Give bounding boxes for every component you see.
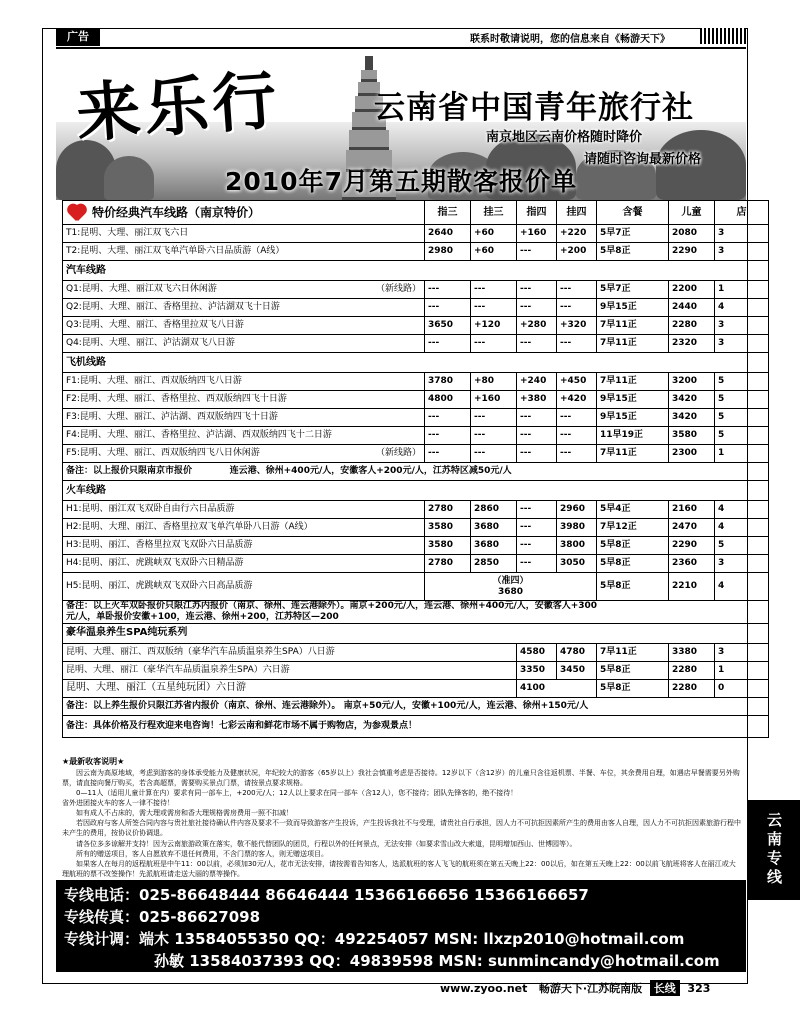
booking-notes (62, 756, 742, 879)
route-name: F2:昆明、大理、丽江、香格里拉、西双版纳四飞十日游 (63, 391, 425, 409)
cell: 3 (715, 225, 769, 243)
cell: 2470 (669, 519, 715, 537)
fax-value: 025-86627098 (139, 908, 261, 926)
cell: --- (471, 409, 517, 427)
header-col: 店 (715, 201, 769, 225)
cell: --- (557, 409, 597, 427)
cell: --- (557, 445, 597, 463)
section-title: 火车线路 (63, 481, 769, 501)
cell: +220 (557, 225, 597, 243)
cell: 2160 (669, 501, 715, 519)
table-row (63, 501, 769, 519)
cell: +240 (517, 373, 557, 391)
note-text: 备注：具体价格及行程欢迎来电咨询！七彩云南和鲜花市场不属于购物店，为参观景点！ (63, 715, 769, 737)
cell: 4580 (517, 643, 557, 661)
brand-logo: 来乐行 (74, 62, 283, 153)
cell: 2980 (425, 243, 471, 261)
note-row (63, 697, 769, 715)
header-col: 指四 (517, 201, 557, 225)
cell: +450 (557, 373, 597, 391)
cell: 4 (715, 501, 769, 519)
cell: 2290 (669, 537, 715, 555)
header-col: 挂四 (557, 201, 597, 225)
category-badge: 长线 (650, 980, 680, 996)
cell: 2960 (557, 501, 597, 519)
phone-row (64, 884, 589, 905)
section-row (63, 353, 769, 373)
note-text: 备注：以上报价只限南京市报价 连云港、徐州+400元/人，安徽客人+200元/人，江苏特区减50元/人 (63, 463, 769, 481)
section-title: 飞机线路 (63, 353, 769, 373)
cell: 2780 (425, 501, 471, 519)
cell: --- (425, 409, 471, 427)
cell: 4 (715, 573, 769, 601)
cell: 4 (715, 299, 769, 317)
note-line: 所有的赠送项目，客人自愿放弃不退任何费用，不含门票的客人，则无赠送项目。 (76, 849, 328, 858)
cell: 5 (715, 409, 769, 427)
cell: 3680 (471, 519, 517, 537)
cell: 11早19正 (597, 427, 669, 445)
cell: 5早7正 (597, 281, 669, 299)
cell: --- (425, 299, 471, 317)
table-row (63, 679, 769, 697)
notes-title: ★最新收客说明★ (62, 757, 125, 766)
table-row (63, 409, 769, 427)
cell: --- (471, 299, 517, 317)
consult-row (154, 950, 720, 971)
cell: --- (517, 537, 557, 555)
cell: 3980 (557, 519, 597, 537)
cell: 3580 (669, 427, 715, 445)
cell: 3200 (669, 373, 715, 391)
cell: --- (557, 335, 597, 353)
cell: --- (517, 555, 557, 573)
table-row (63, 573, 769, 601)
note-text: 备注：以上养生报价只限江苏省内报价（南京、徐州、连云港除外）。 南京+50元/人，安徽+100元/人，连云港、徐州+150元/人 (63, 697, 769, 715)
cell: 7早11正 (597, 335, 669, 353)
header-col: 指三 (425, 201, 471, 225)
phone-value: 025-86648444 86646444 15366166656 15366166657 (139, 886, 589, 904)
cell: 3580 (425, 519, 471, 537)
table-header-row (63, 201, 769, 225)
cell: --- (425, 427, 471, 445)
cell: 2280 (669, 317, 715, 335)
fax-label: 专线传真： (64, 908, 140, 926)
table-row (63, 335, 769, 353)
cell: 3420 (669, 409, 715, 427)
cell: 9早15正 (597, 409, 669, 427)
cell: 4 (715, 519, 769, 537)
section-row (63, 481, 769, 501)
fax-row (64, 906, 260, 927)
cell: 3450 (557, 661, 597, 679)
cell: --- (517, 281, 557, 299)
cell: 2640 (425, 225, 471, 243)
cell: 3650 (425, 317, 471, 335)
site-url: www.zyoo.net (440, 982, 528, 995)
cell: +60 (471, 225, 517, 243)
note-line: 如果客人在每月的返程航班是中午11：00以前，必须加30元/人，花市无法安排，请按需看告知客人，选派航班的客人飞飞的航班须在第五天晚上22：00以后，如在第五天晚上22：00以前飞航班将客人在丽江或大理航班的票不改签操作！先派航班请走送大丽的票等操作。 (62, 859, 736, 878)
top-slogan: 联系时敬请说明，您的信息来自《畅游天下》 (470, 34, 670, 45)
header-col: 挂三 (471, 201, 517, 225)
route-name: T2:昆明、大理、丽江双飞单汽单卧六日品质游（A线） (63, 243, 425, 261)
section-row (63, 261, 769, 281)
cell: 7早11正 (597, 445, 669, 463)
cell: 2280 (669, 661, 715, 679)
cell: 1 (715, 445, 769, 463)
new-route-tag: （新线路） (375, 448, 421, 459)
header-col: 含餐 (597, 201, 669, 225)
cell: 3680 (471, 537, 517, 555)
heart-icon (66, 205, 88, 221)
cell: 5 (715, 427, 769, 445)
cell: 2780 (425, 555, 471, 573)
header-col: 儿童 (669, 201, 715, 225)
cell: --- (517, 335, 557, 353)
cell: 2320 (669, 335, 715, 353)
route-name: F5:昆明、大理、丽江、西双版纳四飞八日休闲游 （新线路） (63, 445, 425, 463)
section-row (63, 623, 769, 643)
cell: 2200 (669, 281, 715, 299)
route-name: H3:昆明、丽江、香格里拉双飞双卧六日品质游 (63, 537, 425, 555)
merged-cell: （准四） 3680 (425, 573, 597, 601)
section-title: 汽车线路 (63, 261, 769, 281)
consult-label: 专线计调： (64, 930, 140, 948)
cell: --- (425, 445, 471, 463)
cell: +280 (517, 317, 557, 335)
cell: --- (425, 335, 471, 353)
cell: 2300 (669, 445, 715, 463)
note-row (63, 463, 769, 481)
note-line: 0—11人（适用儿童计算在内）要求有同一部车上，+200元/人；12人以上要求在同一部车（含12人），您不接待；团队先锋客的，绝不接待！ (76, 788, 518, 797)
table-row (63, 317, 769, 335)
cell: 4100 (517, 679, 597, 697)
cell: 7早11正 (597, 643, 669, 661)
route-name: F1:昆明、大理、丽江、西双版纳四飞八日游 (63, 373, 425, 391)
table-row (63, 299, 769, 317)
cell: 5早8正 (597, 679, 669, 697)
cell: --- (517, 427, 557, 445)
top-decoration (700, 28, 746, 44)
cell: --- (517, 445, 557, 463)
note-row (63, 715, 769, 737)
cell: 3780 (425, 373, 471, 391)
route-name: H5:昆明、丽江、虎跳峡双飞双卧六日高品质游 (63, 573, 425, 601)
cell: +320 (557, 317, 597, 335)
cell: --- (471, 445, 517, 463)
cell: 1 (715, 661, 769, 679)
table-row (63, 391, 769, 409)
cell: +160 (471, 391, 517, 409)
page-title: 2010年7月第五期散客报价单 (225, 167, 577, 196)
note-line: 因云南为高原地域，考虑到游客的身体承受能力及健康状况，年纪较大的游客（65岁以上）我社会慎重考虑是否接待。12岁以下（含12岁）的儿童只含往返机票、半餐、车位，其余费用自理，如遇店早餐需要另外购票，请直接向餐厅购买，若含高超票，需要购买景点门票，请按景点要求规格。 (62, 768, 740, 787)
magazine-name: 畅游天下·江苏皖南版 (538, 982, 643, 995)
cell: 5 (715, 373, 769, 391)
footer (440, 980, 710, 996)
cell: --- (471, 427, 517, 445)
contact-box (56, 880, 746, 972)
note-line: 省外进团接火车的客人一律不接待！ (62, 799, 174, 808)
top-rule (56, 47, 746, 49)
cell: 7早11正 (597, 373, 669, 391)
cell: 5早7正 (597, 225, 669, 243)
cell: 4800 (425, 391, 471, 409)
note-text: 备注：以上火车双卧报价只限江苏内报价（南京、徐州、连云港除外）。南京+200元/人，连云港、徐州+400元/人，安徽客人+300 元/人，单卧报价安徽+100，连云港、徐州+200，江苏特区—200 (63, 601, 769, 624)
cell: 3 (715, 335, 769, 353)
header-route: 特价经典汽车线路（南京特价） (63, 201, 425, 225)
route-name: 昆明、大理、丽江（豪华汽车品质温泉养生SPA）六日游 (63, 661, 517, 679)
cell: 2850 (471, 555, 517, 573)
cell: 5早8正 (597, 661, 669, 679)
cell: +200 (557, 243, 597, 261)
cell: 3 (715, 243, 769, 261)
route-name: Q2:昆明、大理、丽江、香格里拉、泸沽湖双飞十日游 (63, 299, 425, 317)
contact-person: 端木 13584055350 QQ：492254057 MSN: llxzp2010@hotmail.com (139, 930, 685, 948)
note-line: 如有成人不占床的，需大理或需房和香大理规格需房费用一照不扣减！ (76, 809, 293, 818)
route-name: 昆明、大理、丽江（五星纯玩团）六日游 (63, 679, 517, 697)
cell: --- (557, 299, 597, 317)
table-row (63, 519, 769, 537)
route-name: Q3:昆明、大理、丽江、香格里拉双飞八日游 (63, 317, 425, 335)
cell: 7早11正 (597, 317, 669, 335)
cell: 4780 (557, 643, 597, 661)
cell: 2080 (669, 225, 715, 243)
cell: --- (471, 335, 517, 353)
cell: --- (557, 427, 597, 445)
note-line: 若因政府与客人所签合同内容与贵社旅社接待确认件内容及要求不一致而导致游客产生投诉，产生投诉我社不与受理，请贵社自行承担，因人力不可抗拒因素所产生的费用由客人自理，因人力不可抗拒因素旅游行程中未产生的费用，按协议价协调退。 (62, 819, 741, 838)
agency-name: 云南省中国青年旅行社 (374, 90, 694, 126)
cell: 1 (715, 281, 769, 299)
cell: 3 (715, 317, 769, 335)
table-row (63, 445, 769, 463)
route-name: H4:昆明、丽江、虎跳峡双飞双卧六日精品游 (63, 555, 425, 573)
table-row (63, 643, 769, 661)
route-name: F4:昆明、大理、丽江、香格里拉、泸沽湖、西双版纳四飞十二日游 (63, 427, 425, 445)
cell: --- (517, 299, 557, 317)
cell: 3580 (425, 537, 471, 555)
cell: 5早8正 (597, 555, 669, 573)
price-note: 南京地区云南价格随时降价 (486, 130, 643, 145)
route-name: H2:昆明、大理、丽江、香格里拉双飞单汽单卧八日游（A线） (63, 519, 425, 537)
price-table (62, 200, 769, 738)
cell: --- (471, 281, 517, 299)
route-name: Q4:昆明、大理、丽江、泸沽湖双飞八日游 (63, 335, 425, 353)
cell: 2210 (669, 573, 715, 601)
table-row (63, 243, 769, 261)
cell: 9早15正 (597, 299, 669, 317)
cell: 2360 (669, 555, 715, 573)
cell: --- (517, 501, 557, 519)
price-note: 请随时咨询最新价格 (584, 152, 702, 167)
note-line: 请各位多多谅解并支持！因为云南旅游政策在落实，敬不能代替团队的团员，行程以外的任何景点，无法安排（如要求雪山改大索道，昆明增加西山、世博园等）。 (76, 839, 577, 848)
cell: +80 (471, 373, 517, 391)
cell: 3 (715, 643, 769, 661)
table-row (63, 537, 769, 555)
section-title: 豪华温泉养生SPA纯玩系列 (63, 623, 769, 643)
cell: 2280 (669, 679, 715, 697)
route-name: F3:昆明、大理、丽江、泸沽湖、西双版纳四飞十日游 (63, 409, 425, 427)
cell: 2860 (471, 501, 517, 519)
table-row (63, 373, 769, 391)
cell: 3380 (669, 643, 715, 661)
cell: --- (517, 409, 557, 427)
cell: 9早15正 (597, 391, 669, 409)
cell: 5早8正 (597, 573, 669, 601)
cell: +60 (471, 243, 517, 261)
route-name: H1:昆明、丽江双飞双卧自由行六日品质游 (63, 501, 425, 519)
route-name: T1:昆明、大理、丽江双飞六日 (63, 225, 425, 243)
cell: 0 (715, 679, 769, 697)
route-name: 昆明、大理、丽江、西双版纳（豪华汽车品质温泉养生SPA）八日游 (63, 643, 517, 661)
cell: --- (517, 243, 557, 261)
ad-tag: 广告 (56, 28, 100, 46)
cell: 3420 (669, 391, 715, 409)
cell: 2290 (669, 243, 715, 261)
table-row (63, 661, 769, 679)
contact-person: 孙敏 13584037393 QQ：49839598 MSN: sunmincandy@hotmail.com (154, 952, 720, 970)
cell: +380 (517, 391, 557, 409)
phone-label: 专线电话： (64, 886, 140, 904)
cell: --- (517, 519, 557, 537)
cell: 3050 (557, 555, 597, 573)
cell: +420 (557, 391, 597, 409)
side-tab: 云南专线 (748, 800, 800, 900)
note-row (63, 601, 769, 624)
table-row (63, 225, 769, 243)
cell: 5早8正 (597, 537, 669, 555)
table-row (63, 555, 769, 573)
cell: --- (425, 281, 471, 299)
page-number: 323 (687, 982, 711, 995)
cell: 3350 (517, 661, 557, 679)
cell: 3 (715, 555, 769, 573)
cell: +120 (471, 317, 517, 335)
table-row (63, 427, 769, 445)
route-name: Q1:昆明、大理、丽江双飞六日休闲游 （新线路） (63, 281, 425, 299)
consult-row (64, 928, 684, 949)
table-row (63, 281, 769, 299)
cell: +160 (517, 225, 557, 243)
cell: 5早8正 (597, 243, 669, 261)
cell: 2440 (669, 299, 715, 317)
cell: 3800 (557, 537, 597, 555)
cell: --- (557, 281, 597, 299)
cell: 5 (715, 537, 769, 555)
cell: 5 (715, 391, 769, 409)
cell: 5早4正 (597, 501, 669, 519)
new-route-tag: （新线路） (375, 284, 421, 295)
cell: 7早12正 (597, 519, 669, 537)
